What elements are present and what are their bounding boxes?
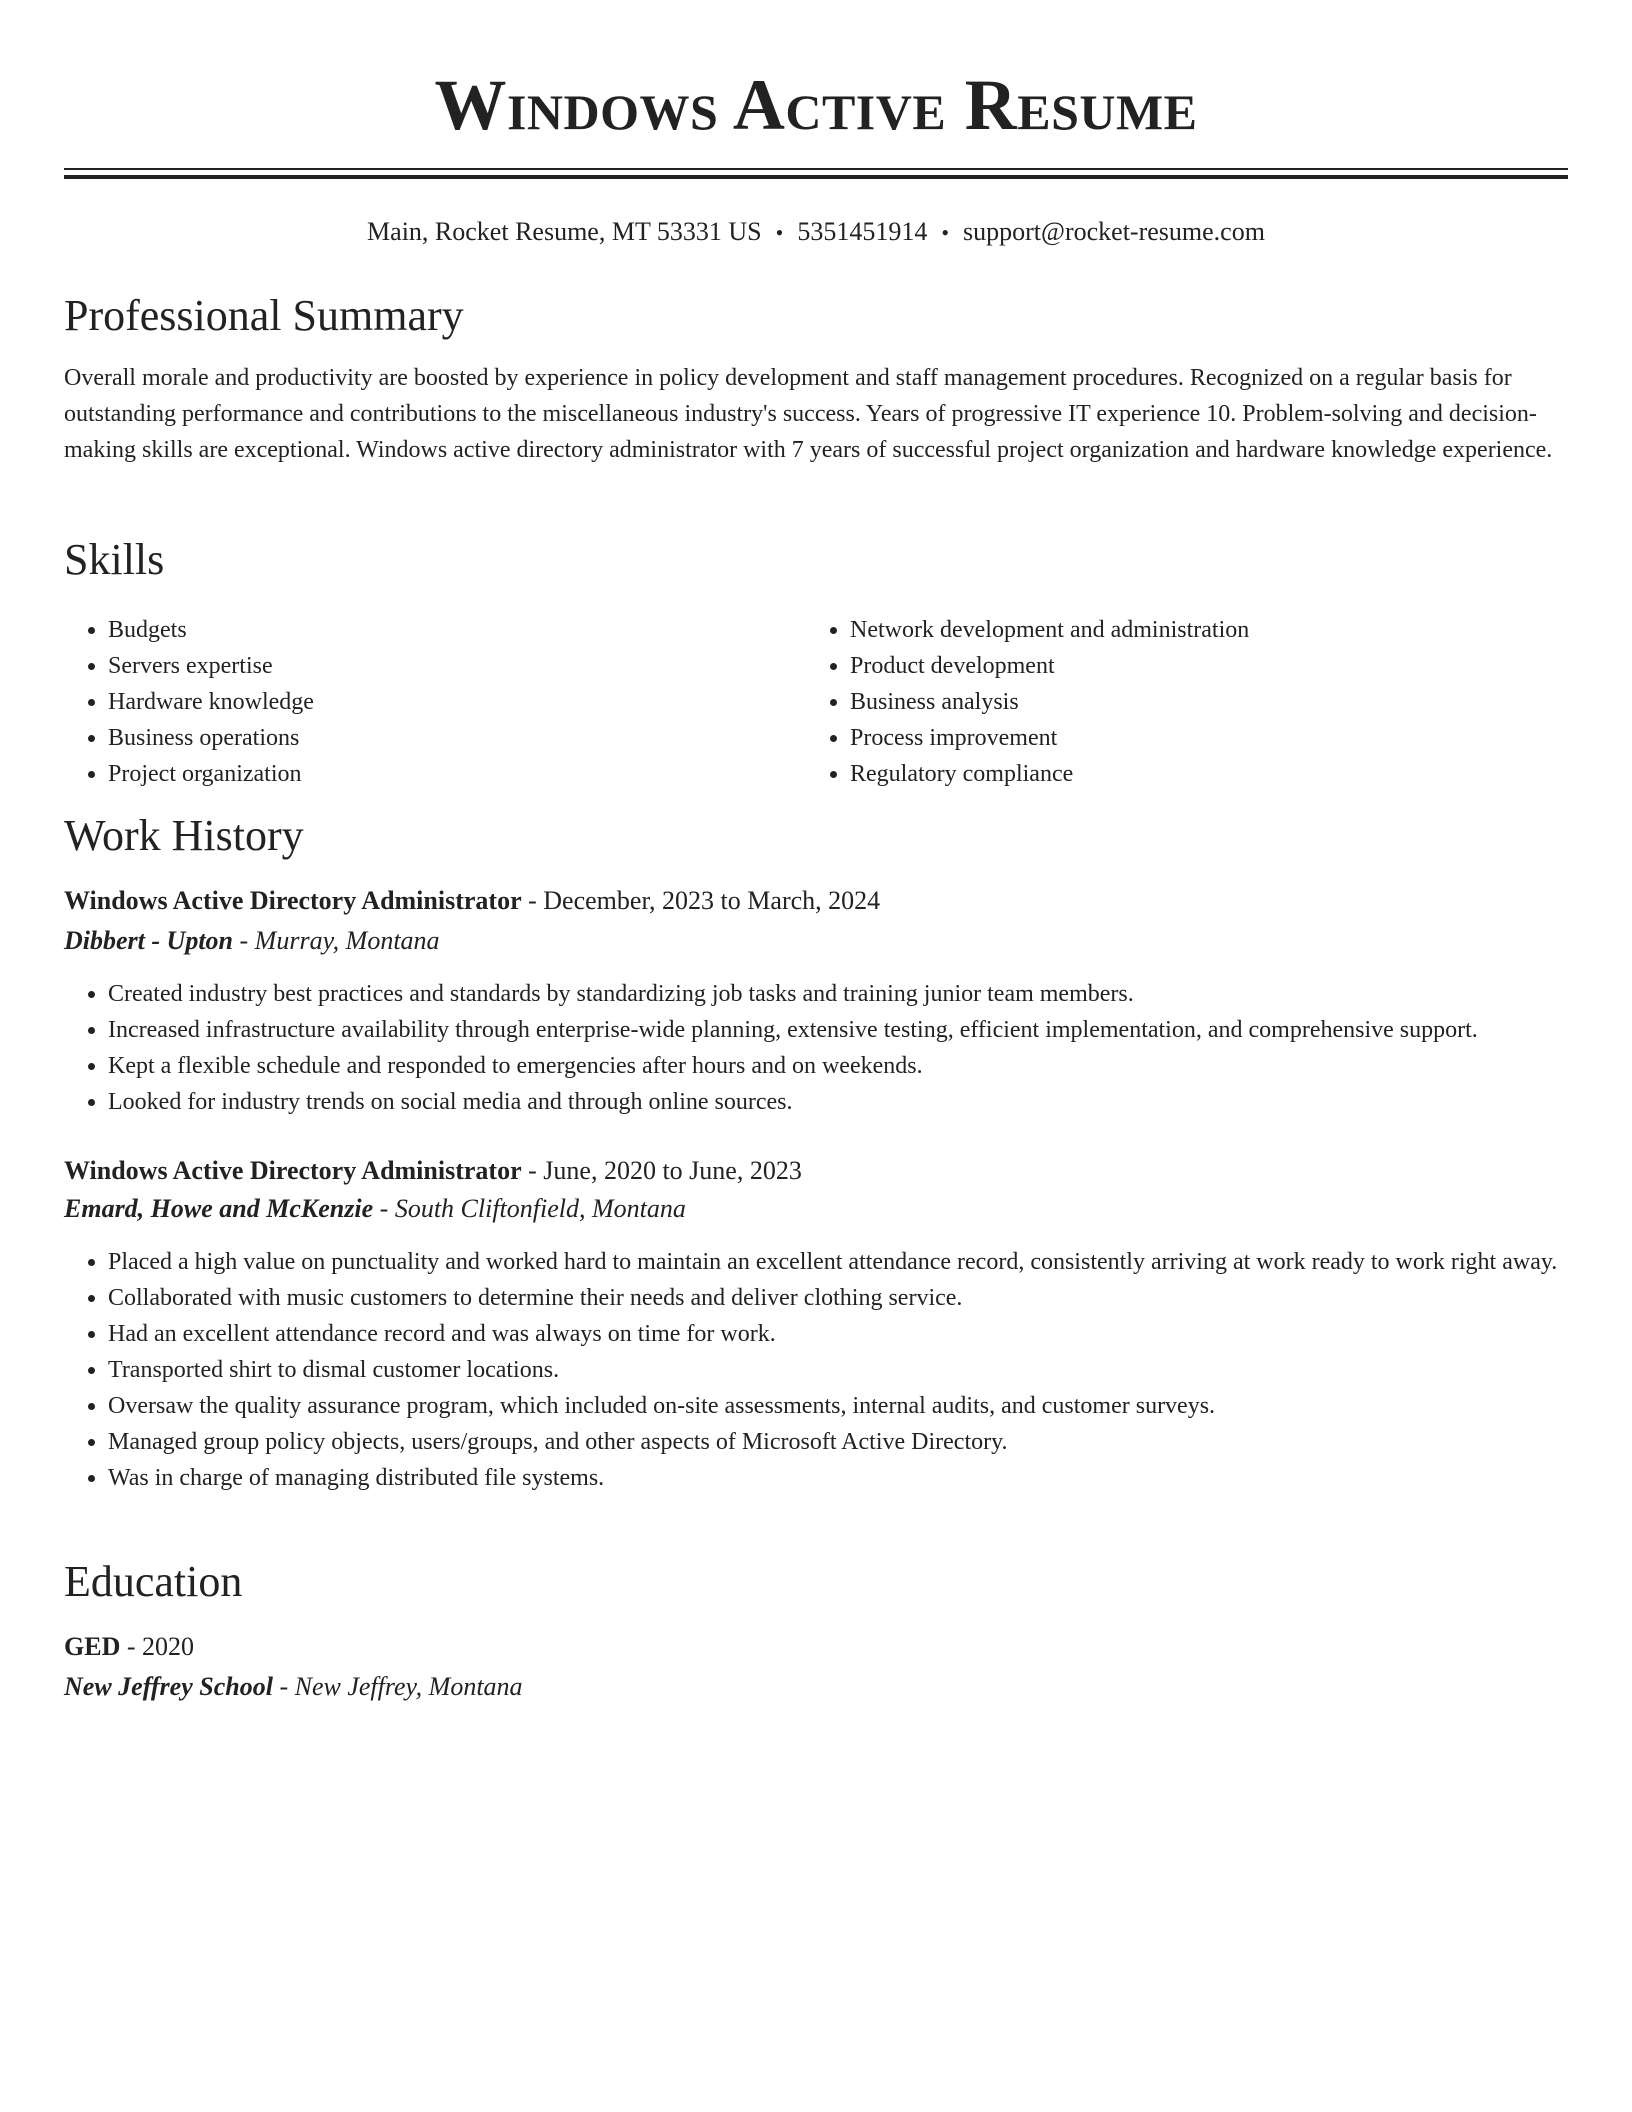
education-location: New Jeffrey, Montana (294, 1672, 523, 1701)
job-employer: Dibbert - Upton - Murray, Montana (64, 926, 440, 955)
job-bullet: • Was in charge of managing distributed file systems. (108, 1460, 1568, 1496)
section-heading-education: Education (64, 1557, 243, 1606)
skill-item: • Network development and administration (850, 612, 1570, 648)
job-bullets (64, 976, 1568, 1120)
skill-item: • Product development (850, 648, 1570, 684)
contact-line (64, 214, 1568, 251)
job-bullet: • Kept a flexible schedule and responded to emergencies after hours and on weekends. (108, 1048, 1568, 1084)
job-bullet: • Had an excellent attendance record and was always on time for work. (108, 1316, 1568, 1352)
skill-item: • Business analysis (850, 684, 1570, 720)
skills-column-left (64, 612, 808, 792)
contact-email: support@rocket-resume.com (963, 217, 1265, 246)
job-bullet: • Managed group policy objects, users/groups, and other aspects of Microsoft Active Directory. (108, 1424, 1568, 1460)
job-bullet: • Increased infrastructure availability through enterprise-wide planning, extensive testing, efficient implementation, and comprehensive support. (108, 1012, 1568, 1048)
contact-phone: 5351451914 (797, 217, 928, 246)
title-divider-thin (64, 168, 1568, 170)
job-title: Windows Active Directory Administrator (64, 886, 522, 915)
education-school-line: New Jeffrey School - New Jeffrey, Montana (64, 1672, 523, 1701)
job-bullet: • Created industry best practices and standards by standardizing job tasks and training junior team members. (108, 976, 1568, 1012)
job-bullet: • Placed a high value on punctuality and worked hard to maintain an excellent attendance record, consistently arriving at work ready to work right away. (108, 1244, 1568, 1280)
skill-item: • Project organization (108, 756, 808, 792)
title-divider-thick (64, 175, 1568, 179)
skills-column-right (806, 612, 1570, 792)
skill-item: • Regulatory compliance (850, 756, 1570, 792)
education-degree: GED (64, 1632, 121, 1661)
job-employer: Emard, Howe and McKenzie - South Cliftonfield, Montana (64, 1194, 686, 1223)
skill-item: • Budgets (108, 612, 808, 648)
section-heading-work: Work History (64, 811, 304, 860)
job-heading: Windows Active Directory Administrator - June, 2020 to June, 2023 (64, 1156, 802, 1185)
job-bullet: • Collaborated with music customers to determine their needs and deliver clothing service. (108, 1280, 1568, 1316)
job-heading: Windows Active Directory Administrator - December, 2023 to March, 2024 (64, 886, 881, 915)
job-dates: December, 2023 to March, 2024 (543, 886, 881, 915)
contact-separator: • (775, 220, 784, 245)
education-school: New Jeffrey School (64, 1672, 273, 1701)
job-bullet: • Oversaw the quality assurance program, which included on-site assessments, internal audits, and customer surveys. (108, 1388, 1568, 1424)
job-location: Murray, Montana (254, 926, 440, 955)
job-title: Windows Active Directory Administrator (64, 1156, 522, 1185)
job-dates: June, 2020 to June, 2023 (543, 1156, 802, 1185)
section-heading-summary: Professional Summary (64, 291, 464, 340)
job-company: Emard, Howe and McKenzie (64, 1194, 374, 1223)
section-heading-skills: Skills (64, 535, 165, 584)
job-location: South Cliftonfield, Montana (394, 1194, 686, 1223)
summary-text: Overall morale and productivity are boosted by experience in policy development and staff management procedures. Recognized on a regular basis for outstanding performance and contributions to the miscellaneous industry's success. Years of progressive IT experience 10. Problem-solving and decision-making skills are exceptional. Windows active directory administrator with 7 years of successful project organization and hardware knowledge experience. (64, 365, 1553, 463)
job-bullets (64, 1244, 1568, 1496)
skill-item: • Process improvement (850, 720, 1570, 756)
skill-item: • Hardware knowledge (108, 684, 808, 720)
job-bullet: • Looked for industry trends on social media and through online sources. (108, 1084, 1568, 1120)
skill-item: • Business operations (108, 720, 808, 756)
contact-separator: • (941, 220, 950, 245)
resume-name: Windows Active Resume (434, 65, 1198, 145)
education-heading: GED - 2020 (64, 1632, 195, 1661)
job-bullet: • Transported shirt to dismal customer locations. (108, 1352, 1568, 1388)
skill-item: • Servers expertise (108, 648, 808, 684)
job-company: Dibbert - Upton (64, 926, 233, 955)
education-year: 2020 (142, 1632, 195, 1661)
contact-address: Main, Rocket Resume, MT 53331 US (367, 217, 762, 246)
